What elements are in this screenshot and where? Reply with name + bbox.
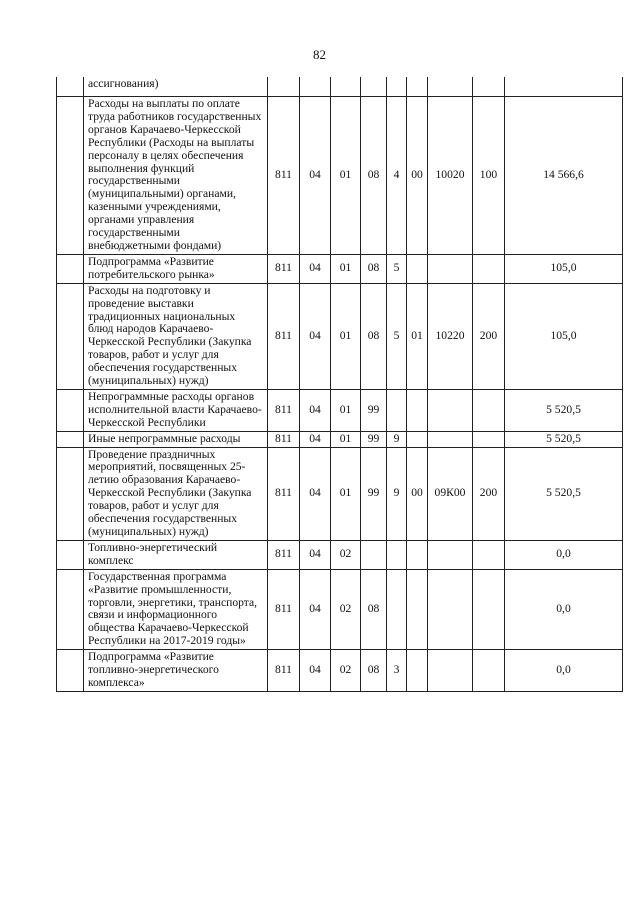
program-cell: 99: [361, 447, 387, 540]
amount-cell: 0,0: [505, 569, 623, 649]
table-row: [57, 569, 623, 649]
program-cell: 08: [361, 650, 387, 692]
subsection-cell: 02: [331, 650, 361, 692]
expense-type-cell: 200: [473, 447, 505, 540]
page-number: 82: [313, 47, 326, 62]
subsection-cell: 01: [331, 283, 361, 389]
expense-name-cell: Непрограммные расходы органов исполнительной власти Карачаево-Черкесской Республики: [84, 389, 268, 431]
row-number-cell: [57, 283, 84, 389]
expense-name-cell: Расходы на подготовку и проведение выставки традиционных национальных блюд народов Карачаево-Черкесской Республики (Закупка товаров, работ и услуг для обеспечения государственных (муниципальных) нужд): [84, 283, 268, 389]
section-cell: 04: [300, 97, 331, 255]
program-cell: [361, 540, 387, 569]
amount-cell: 5 520,5: [505, 389, 623, 431]
table-row: [57, 283, 623, 389]
amount-cell: 0,0: [505, 540, 623, 569]
row-number-cell: [57, 77, 84, 97]
subsection-cell: 01: [331, 97, 361, 255]
subprogram-cell: 5: [387, 254, 407, 283]
subsection-cell: 01: [331, 254, 361, 283]
section-cell: 04: [300, 447, 331, 540]
admin-code-cell: 811: [268, 540, 300, 569]
direction-cell: [428, 389, 473, 431]
expense-type-cell: [473, 389, 505, 431]
section-cell: 04: [300, 283, 331, 389]
row-number-cell: [57, 540, 84, 569]
row-number-cell: [57, 569, 84, 649]
expense-name-cell: ассигнования): [84, 77, 268, 97]
subprogram-cell: [387, 389, 407, 431]
direction-cell: 09К00: [428, 447, 473, 540]
admin-code-cell: 811: [268, 97, 300, 255]
subprogram-cell: 5: [387, 283, 407, 389]
amount-cell: 14 566,6: [505, 97, 623, 255]
table-row: [57, 97, 623, 255]
program-cell: 99: [361, 431, 387, 447]
expense-type-cell: [473, 569, 505, 649]
section-cell: 04: [300, 569, 331, 649]
activity-cell: [407, 569, 428, 649]
row-number-cell: [57, 97, 84, 255]
program-cell: 08: [361, 569, 387, 649]
subprogram-cell: 3: [387, 650, 407, 692]
table-row: [57, 431, 623, 447]
section-cell: [300, 77, 331, 97]
subsection-cell: 01: [331, 431, 361, 447]
subsection-cell: 01: [331, 447, 361, 540]
admin-code-cell: 811: [268, 569, 300, 649]
row-number-cell: [57, 431, 84, 447]
admin-code-cell: 811: [268, 650, 300, 692]
subprogram-cell: 4: [387, 97, 407, 255]
section-cell: 04: [300, 254, 331, 283]
expense-name-cell: Иные непрограммные расходы: [84, 431, 268, 447]
expense-type-cell: 100: [473, 97, 505, 255]
expense-type-cell: [473, 650, 505, 692]
section-cell: 04: [300, 650, 331, 692]
table-row: [57, 650, 623, 692]
row-number-cell: [57, 447, 84, 540]
amount-cell: 0,0: [505, 650, 623, 692]
expense-name-cell: Подпрограмма «Развитие потребительского рынка»: [84, 254, 268, 283]
table-row: [57, 389, 623, 431]
activity-cell: [407, 650, 428, 692]
direction-cell: [428, 650, 473, 692]
row-number-cell: [57, 389, 84, 431]
section-cell: 04: [300, 389, 331, 431]
subsection-cell: [331, 77, 361, 97]
activity-cell: [407, 431, 428, 447]
program-cell: 08: [361, 283, 387, 389]
expense-type-cell: [473, 431, 505, 447]
table-body: [57, 77, 623, 691]
subprogram-cell: [387, 77, 407, 97]
table-row: [57, 254, 623, 283]
table-row: [57, 77, 623, 97]
subsection-cell: 01: [331, 389, 361, 431]
activity-cell: [407, 389, 428, 431]
subprogram-cell: [387, 569, 407, 649]
activity-cell: 00: [407, 97, 428, 255]
activity-cell: [407, 540, 428, 569]
expense-name-cell: Проведение праздничных мероприятий, посвященных 25-летию образования Карачаево-Черкесской Республики (Закупка товаров, работ и услуг для обеспечения государственных (муниципальных) нужд): [84, 447, 268, 540]
expense-type-cell: [473, 77, 505, 97]
admin-code-cell: 811: [268, 389, 300, 431]
row-number-cell: [57, 650, 84, 692]
section-cell: 04: [300, 431, 331, 447]
expense-name-cell: Государственная программа «Развитие промышленности, торговли, энергетики, транспорта, связи и информационного общества Карачаево-Черкесской Республики на 2017-2019 годы»: [84, 569, 268, 649]
program-cell: 08: [361, 254, 387, 283]
subprogram-cell: 9: [387, 431, 407, 447]
direction-cell: [428, 569, 473, 649]
section-cell: 04: [300, 540, 331, 569]
admin-code-cell: 811: [268, 283, 300, 389]
program-cell: 08: [361, 97, 387, 255]
expense-type-cell: [473, 540, 505, 569]
subsection-cell: 02: [331, 540, 361, 569]
activity-cell: [407, 77, 428, 97]
subprogram-cell: [387, 540, 407, 569]
admin-code-cell: 811: [268, 431, 300, 447]
expense-name-cell: Расходы на выплаты по оплате труда работников государственных органов Карачаево-Черкесской Республики (Расходы на выплаты персоналу в целях обеспечения выполнения функций государственными (муниципальными) органами, казенными учреждениями, органами управления государственными внебюджетными фондами): [84, 97, 268, 255]
amount-cell: 5 520,5: [505, 431, 623, 447]
admin-code-cell: 811: [268, 447, 300, 540]
row-number-cell: [57, 254, 84, 283]
activity-cell: [407, 254, 428, 283]
direction-cell: [428, 77, 473, 97]
subprogram-cell: 9: [387, 447, 407, 540]
expense-name-cell: Топливно-энергетический комплекс: [84, 540, 268, 569]
admin-code-cell: [268, 77, 300, 97]
activity-cell: 01: [407, 283, 428, 389]
subsection-cell: 02: [331, 569, 361, 649]
amount-cell: 105,0: [505, 283, 623, 389]
direction-cell: 10220: [428, 283, 473, 389]
direction-cell: [428, 540, 473, 569]
amount-cell: [505, 77, 623, 97]
table-row: [57, 540, 623, 569]
amount-cell: 5 520,5: [505, 447, 623, 540]
direction-cell: [428, 431, 473, 447]
amount-cell: 105,0: [505, 254, 623, 283]
direction-cell: 10020: [428, 97, 473, 255]
expense-type-cell: 200: [473, 283, 505, 389]
program-cell: [361, 77, 387, 97]
expense-name-cell: Подпрограмма «Развитие топливно-энергетического комплекса»: [84, 650, 268, 692]
activity-cell: 00: [407, 447, 428, 540]
program-cell: 99: [361, 389, 387, 431]
table-row: [57, 447, 623, 540]
expense-type-cell: [473, 254, 505, 283]
direction-cell: [428, 254, 473, 283]
budget-table: [56, 77, 623, 692]
admin-code-cell: 811: [268, 254, 300, 283]
